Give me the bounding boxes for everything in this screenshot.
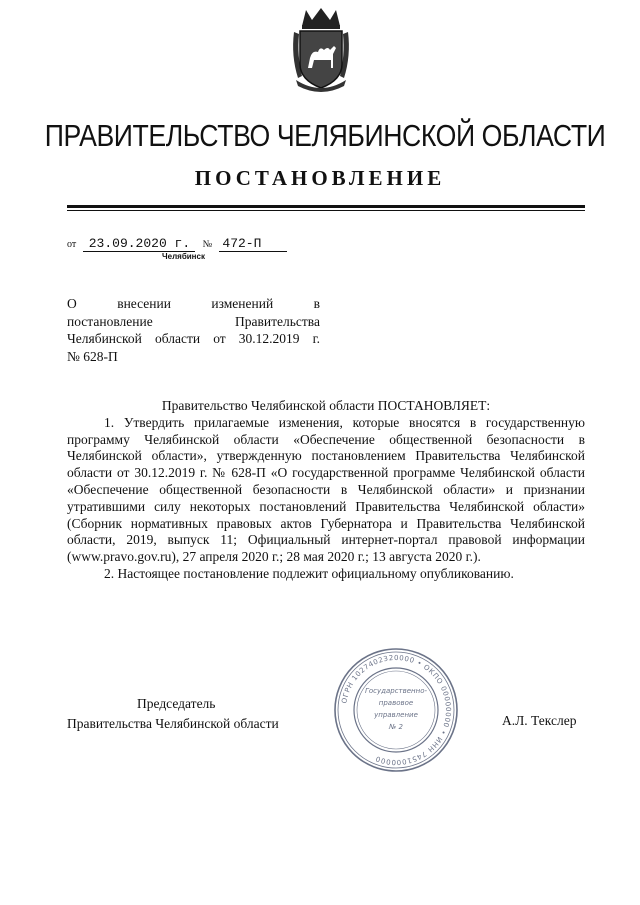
coat-of-arms-emblem (290, 6, 352, 94)
resolution-body (67, 398, 585, 583)
document-subject (67, 295, 320, 365)
header-divider-thin (67, 210, 585, 211)
official-seal-stamp (333, 647, 459, 773)
document-type-heading: ПОСТАНОВЛЕНИЕ (194, 166, 446, 190)
resolution-intro: Правительство Челябинской области ПОСТАНОВЛЯЕТ: (161, 398, 491, 413)
subject-line: постановление Правительства (67, 313, 320, 329)
subject-line: Челябинской области от 30.12.2019 г. (67, 331, 320, 347)
subject-line: № 628-П (67, 348, 118, 364)
signatory-name: А.Л. Текслер (502, 713, 577, 728)
resolution-item-2: 2. Настоящее постановление подлежит официальному опубликованию. (104, 565, 514, 581)
date-number-line (67, 236, 287, 252)
date-prefix-label: от (67, 239, 77, 250)
signatory-title (67, 694, 279, 734)
seal-inner-line: управление (374, 711, 418, 719)
resolution-item-1: 1. Утвердить прилагаемые изменения, которые вносятся в государственную программу Челябинской области «Обеспечение общественной безопасности в Челябинской области», утвержденную постановлением Правительства Челябинской области от 30.12.2019 г. № 628-П «О государственной программе Челябинской области «Обеспечение общественной безопасности в Челябинской области» и признании утратившими силу некоторых постановлений Правительства Челябинской области» (Сборник нормативных правовых актов Губернатора и Правительства Челябинской области, 2019, выпуск 11; Официальный интернет-портал правовой информации (www.pravo.gov.ru), 27 апреля 2020 г.; 28 мая 2020 г.; 13 августа 2020 г.). (67, 414, 585, 565)
header-divider-thick (67, 205, 585, 208)
seal-inner-line: правовое (378, 699, 414, 707)
seal-inner-line: № 2 (389, 723, 403, 731)
organization-title: ПРАВИТЕЛЬСТВО ЧЕЛЯБИНСКОЙ ОБЛАСТИ (44, 118, 606, 153)
issue-city: Челябинск (162, 252, 205, 261)
signatory-title-line: Правительства Челябинской области (67, 716, 279, 731)
document-date: 23.09.2020 г. (83, 236, 195, 252)
seal-inner-line: Государственно- (364, 687, 428, 695)
seal-outer-text: ОГРН 1027402320000 • ОКПО 00000000 • ИНН 7451000000 (340, 653, 453, 767)
subject-line: О внесении изменений в (67, 296, 320, 311)
signatory-title-line: Председатель (137, 696, 216, 711)
number-prefix-label: № (202, 239, 213, 250)
document-number: 472-П (219, 236, 287, 252)
